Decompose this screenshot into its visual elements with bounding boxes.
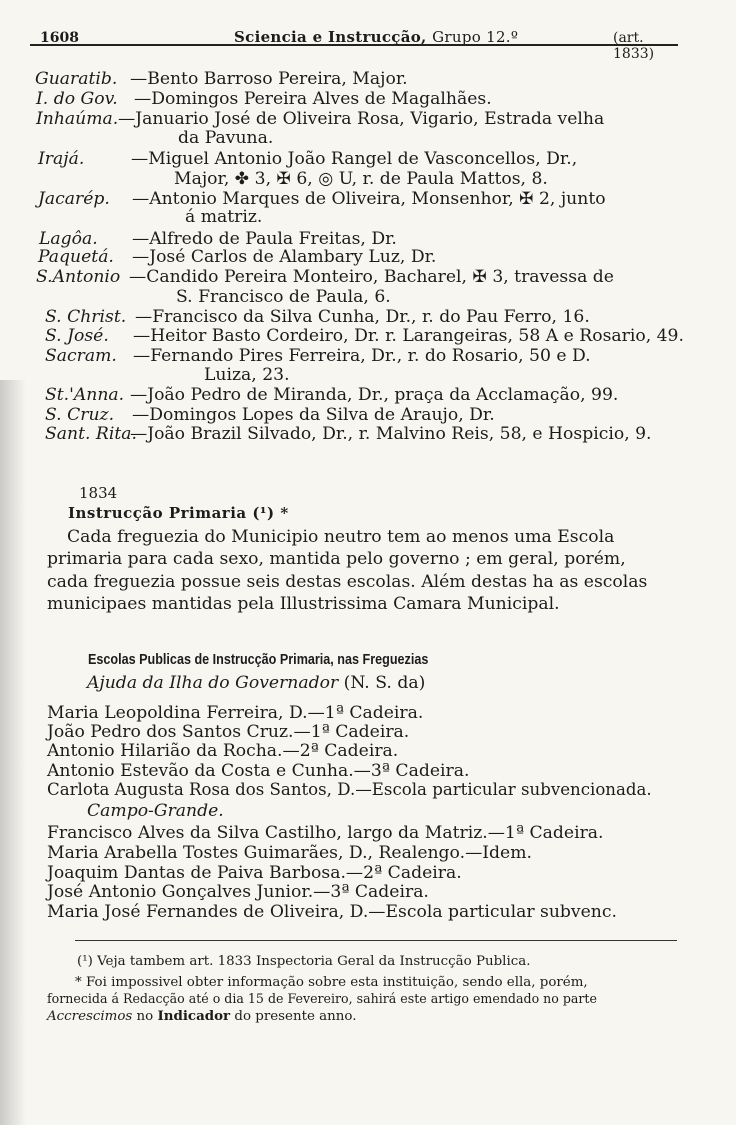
school-entry: Joaquim Dantas de Paiva Barbosa.—2ª Cadeira. [47,863,462,883]
school-entry: José Antonio Gonçalves Junior.—3ª Cadeira. [47,882,429,902]
school-entry: Francisco Alves da Silva Castilho, largo da Matriz.—1ª Cadeira. [47,823,604,843]
school-entry: Carlota Augusta Rosa dos Santos, D.—Escola particular subvencionada. [47,780,652,799]
footnote-1: (¹) Veja tambem art. 1833 Inspectoria Geral da Instrucção Publica. [77,954,531,969]
school-entry: Maria José Fernandes de Oliveira, D.—Escola particular subvenc. [47,902,617,922]
footnote-2-line: Accrescimos no Indicador do presente anno. [47,1008,357,1024]
schools-heading: Escolas Publicas de Instrucção Primaria, nas Freguezias [88,651,429,668]
header-rule [30,44,678,46]
paragraph-line: Cada freguezia do Municipio neutro tem ao menos uma Escola [67,527,615,547]
page-header [30,20,680,62]
paragraph-line: cada freguezia possue seis destas escolas. Além destas ha as escolas [47,571,648,592]
parish-heading: Campo-Grande. [87,801,224,821]
school-entry: Maria Leopoldina Ferreira, D.—1ª Cadeira. [47,703,424,723]
paragraph-line: primaria para cada sexo, mantida pelo governo ; em geral, porém, [47,549,626,570]
school-entry: Maria Arabella Tostes Guimarães, D., Realengo.—Idem. [47,843,532,863]
footnote-2-line: fornecida á Redacção até o dia 15 de Fevereiro, sahirá este artigo emendado no parte [47,991,597,1006]
article-ref: (art. 1833) [613,30,655,62]
running-title: Sciencia e Instrucção, Grupo 12.º [234,28,519,46]
page-number: 1608 [40,30,79,46]
school-entry: Antonio Estevão da Costa e Cunha.—3ª Cadeira. [47,761,470,781]
section-number: 1834 [79,484,118,502]
page-edge-shadow [0,380,26,1125]
footnote-rule [75,940,677,941]
school-entry: Antonio Hilarião da Rocha.—2ª Cadeira. [47,741,399,761]
footnote-2-line: * Foi impossivel obter informação sobre esta instituição, sendo ella, porém, [75,975,588,990]
paragraph-line: municipaes mantidas pela Illustrissima Camara Municipal. [47,593,560,614]
parish-heading: Ajuda da Ilha do Governador (N. S. da) [87,673,426,693]
section-paragraph [47,526,675,615]
section-title: Instrucção Primaria (¹) * [68,504,289,522]
document-page: 1608 Sciencia e Instrucção, Grupo 12.º (art. 1833) Guaratib. —Bento Barroso Pereira, Major. I. do Gov. —Domingos Pereira Alves de Magalhães. Inhaúma. —Januario José de Oliveira Rosa, Vigario, Estrada velha da Pavuna. Irajá. —Miguel Antonio João Rangel de Vasconcellos, Dr., Major, ✤ 3, ✠ 6, ◎ U, r. de Paula Mattos, 8. Jacarép. —Antonio Marques de Oliveira, Monsenhor, ✠ 2, junto á matriz. Lagôa. —Alfredo de Paula Freitas, Dr. Paquetá. —José Carlos de Alambary Luz, Dr. S.Antonio —Candido Pereira Monteiro, Bacharel, ✠ 3, travessa de S. Francisco de Paula, 6. S. Christ. —Francisco da Silva Cunha, Dr., r. do Pau Ferro, 16. S. José. —Heitor Basto Cordeiro, Dr. r. Larangeiras, 58 A e Rosario, 49. Sacram. —Fernando Pires Ferreira, Dr., r. do Rosario, 50 e D. Luiza, 23. St.'Anna. —João Pedro de Miranda, Dr., praça da Acclamação, 99. S. Cruz. —Domingos Lopes da Silva de Araujo, Dr. Sant. Rita. —João Brazil Silvado, Dr., r. Malvino Reis, 58, e Hospicio, 9. 1834 Instrucção Primaria (¹) * Cada freguezia do Municipio neutro tem ao menos uma Escola primaria para cada sexo, mantida pelo governo ; em geral, porém, cada freguezia possue seis destas escolas. Além destas ha as escolas municipaes mantidas pela Illustrissima Camara Municipal. Escolas Publicas de Instrucção Primaria, nas Freguezias Ajuda da Ilha do Governador (N. S. da) Maria Leopoldina Ferreira, D.—1ª Cadeira. João Pedro dos Santos Cruz.—1ª Cadeira. Antonio Hilarião da Rocha.—2ª Cadeira. Antonio Estevão da Costa e Cunha.—3ª Cadeira. Carlota Augusta Rosa dos Santos, D.—Escola particular subvencionada. Campo-Grande. Francisco Alves da Silva Castilho, largo da Matriz.—1ª Cadeira. Maria Arabella Tostes Guimarães, D., Realengo.—Idem. Joaquim Dantas de Paiva Barbosa.—2ª Cadeira. José Antonio Gonçalves Junior.—3ª Cadeira. Maria José Fernandes de Oliveira, D.—Escola particular subvenc. (¹) Veja tambem art. 1833 Inspectoria Geral da Instrucção Publica. * Foi impossivel obter informação sobre esta instituição, sendo ella, porém, fornecida á Redacção até o dia 15 de Fevereiro, sahirá este artigo emendado no parte Accrescimos no Indicador do presente anno. [0,0,736,1125]
school-entry: João Pedro dos Santos Cruz.—1ª Cadeira. [47,722,410,742]
